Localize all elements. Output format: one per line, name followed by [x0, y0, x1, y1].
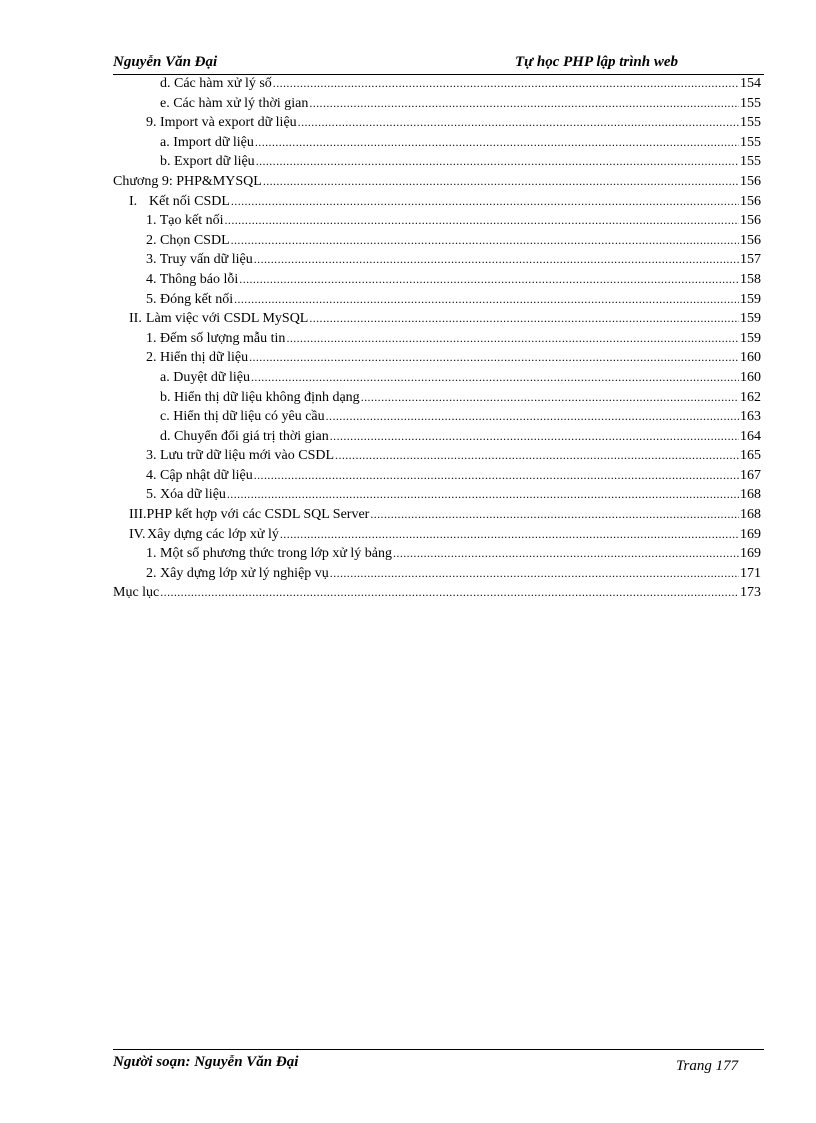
toc-leader-dots	[249, 348, 739, 368]
toc-entry[interactable]	[113, 427, 761, 447]
table-of-contents	[113, 74, 761, 603]
toc-leader-dots	[225, 211, 739, 231]
toc-entry-title: 1. Một số phương thức trong lớp xử lý bảng	[146, 546, 393, 562]
toc-entry[interactable]	[113, 525, 761, 545]
toc-leader-dots	[227, 485, 739, 505]
toc-leader-dots	[234, 290, 739, 310]
toc-leader-dots	[254, 250, 739, 270]
toc-entry-page: 156	[740, 232, 761, 248]
toc-entry-number: IV.	[129, 526, 146, 542]
toc-entry[interactable]	[113, 485, 761, 505]
toc-entry[interactable]	[113, 309, 761, 329]
toc-entry[interactable]	[113, 133, 761, 153]
toc-entry-title: 2. Hiển thị dữ liệu	[146, 350, 249, 366]
toc-entry-title: 1. Đếm số lượng mẫu tin	[146, 330, 286, 346]
toc-entry-title: 5. Đóng kết nối	[146, 291, 234, 307]
toc-entry[interactable]	[113, 583, 761, 603]
toc-entry-page: 159	[740, 291, 761, 307]
toc-leader-dots	[309, 309, 739, 329]
header-book-title: Tự học PHP lập trình web	[515, 54, 679, 70]
toc-entry[interactable]	[113, 544, 761, 564]
toc-entry-title: 5. Xóa dữ liệu	[146, 487, 226, 503]
toc-entry-page: 159	[740, 330, 761, 346]
toc-entry[interactable]	[113, 250, 761, 270]
toc-entry-title: d. Chuyển đổi giá trị thời gian	[160, 428, 329, 444]
toc-entry[interactable]	[113, 74, 761, 94]
toc-entry[interactable]	[113, 152, 761, 172]
toc-leader-dots	[280, 525, 739, 545]
toc-entry[interactable]	[113, 368, 761, 388]
toc-entry-title: d. Các hàm xử lý số	[160, 76, 272, 91]
toc-entry-page: 167	[740, 467, 761, 483]
toc-entry-title: b. Export dữ liệu	[160, 154, 255, 170]
toc-entry-number: III.	[129, 507, 147, 523]
toc-leader-dots	[160, 583, 739, 603]
toc-entry[interactable]	[113, 290, 761, 310]
toc-entry-page: 159	[740, 311, 761, 327]
toc-entry[interactable]	[113, 564, 761, 584]
toc-entry-page: 158	[740, 271, 761, 287]
toc-leader-dots	[273, 74, 739, 94]
toc-entry-title: b. Hiển thị dữ liệu không định dạng	[160, 389, 360, 405]
toc-entry[interactable]	[113, 270, 761, 290]
toc-entry-title: Làm việc với CSDL MySQL	[145, 311, 309, 327]
footer-compiler: Người soạn: Nguyễn Văn Đại	[113, 1054, 299, 1070]
toc-entry-page: 155	[740, 134, 761, 150]
toc-entry-page: 164	[740, 428, 761, 444]
toc-entry-page: 155	[740, 95, 761, 111]
toc-entry-page: 168	[740, 487, 761, 503]
toc-entry[interactable]	[113, 211, 761, 231]
toc-entry[interactable]	[113, 348, 761, 368]
toc-entry-page: 155	[740, 115, 761, 131]
toc-entry-page: 162	[740, 389, 761, 405]
toc-entry[interactable]	[113, 231, 761, 251]
toc-entry-page: 169	[740, 546, 761, 562]
toc-entry-number: I.	[129, 193, 138, 209]
toc-entry-page: 165	[740, 448, 761, 464]
toc-leader-dots	[286, 329, 739, 349]
toc-entry-page: 156	[740, 173, 761, 189]
toc-leader-dots	[263, 172, 739, 192]
toc-entry-page: 160	[740, 369, 761, 385]
toc-entry-page: 154	[740, 76, 761, 91]
toc-entry-title: a. Duyệt dữ liệu	[160, 369, 251, 385]
toc-entry-page: 156	[740, 193, 761, 209]
toc-entry-title: 2. Chọn CSDL	[146, 232, 230, 248]
toc-entry-title: 4. Cập nhật dữ liệu	[146, 467, 253, 483]
toc-entry-title: c. Hiển thị dữ liệu có yêu cầu	[160, 409, 325, 425]
page-footer	[113, 1049, 764, 1080]
toc-entry-title: PHP kết hợp với các CSDL SQL Server	[146, 507, 370, 523]
toc-entry-page: 173	[740, 585, 761, 601]
toc-entry-title: e. Các hàm xử lý thời gian	[160, 95, 309, 111]
toc-entry-title: 9. Import và export dữ liệu	[146, 115, 297, 131]
toc-entry-title: a. Import dữ liệu	[160, 134, 254, 150]
toc-entry-page: 155	[740, 154, 761, 170]
toc-leader-dots	[231, 231, 739, 251]
footer-page-number: Trang 177	[676, 1058, 739, 1074]
toc-entry-title: 2. Xây dựng lớp xử lý nghiệp vụ	[146, 565, 329, 581]
toc-entry-page: 171	[740, 565, 761, 581]
toc-entry-title: Xây dựng các lớp xử lý	[147, 526, 279, 542]
toc-entry[interactable]	[113, 113, 761, 133]
header-author: Nguyễn Văn Đại	[113, 54, 218, 70]
toc-entry-title: 1. Tạo kết nối	[146, 213, 224, 229]
toc-entry[interactable]	[113, 446, 761, 466]
toc-entry[interactable]	[113, 407, 761, 427]
toc-entry[interactable]	[113, 329, 761, 349]
toc-entry-page: 157	[740, 252, 761, 268]
toc-entry-title: Chương 9: PHP&MYSQL	[113, 173, 262, 189]
toc-entry-page: 163	[740, 409, 761, 425]
toc-entry[interactable]	[113, 94, 761, 114]
toc-leader-dots	[254, 466, 739, 486]
toc-leader-dots	[256, 152, 739, 172]
toc-leader-dots	[335, 446, 739, 466]
toc-leader-dots	[330, 427, 739, 447]
toc-entry[interactable]	[113, 172, 761, 192]
toc-entry[interactable]	[113, 192, 761, 212]
toc-entry[interactable]	[113, 505, 761, 525]
toc-leader-dots	[361, 388, 739, 408]
toc-entry-title: 3. Truy vấn dữ liệu	[146, 252, 253, 268]
toc-leader-dots	[251, 368, 739, 388]
toc-entry-title: 4. Thông báo lỗi	[146, 271, 239, 287]
toc-entry[interactable]	[113, 466, 761, 486]
toc-entry-title: 3. Lưu trữ dữ liệu mới vào CSDL	[146, 448, 335, 464]
toc-leader-dots	[393, 544, 739, 564]
toc-leader-dots	[298, 113, 739, 133]
toc-leader-dots	[239, 270, 739, 290]
page-header	[113, 50, 764, 75]
toc-leader-dots	[326, 407, 739, 427]
toc-entry[interactable]	[113, 388, 761, 408]
toc-entry-page: 169	[740, 526, 761, 542]
toc-entry-title: Kết nối CSDL	[149, 193, 230, 209]
toc-leader-dots	[330, 564, 739, 584]
toc-entry-title: Mục lục	[113, 585, 160, 601]
toc-entry-page: 156	[740, 213, 761, 229]
toc-entry-number: II.	[129, 311, 142, 327]
toc-entry-page: 168	[740, 507, 761, 523]
toc-entry-page: 160	[740, 350, 761, 366]
toc-leader-dots	[255, 133, 739, 153]
toc-leader-dots	[370, 505, 739, 525]
toc-leader-dots	[309, 94, 739, 114]
toc-leader-dots	[231, 192, 739, 212]
